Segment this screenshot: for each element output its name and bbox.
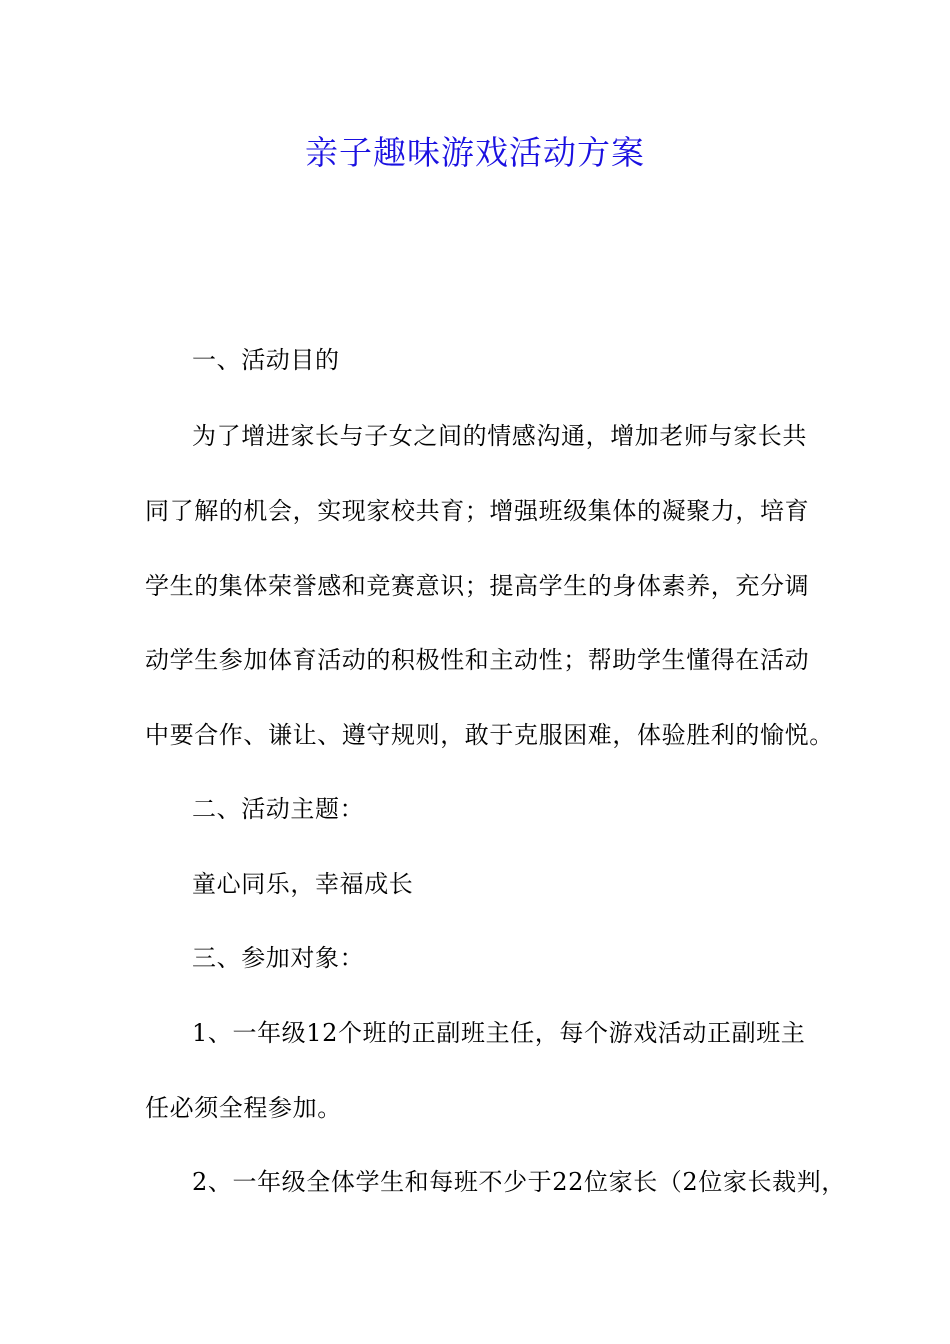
- section-heading-participants: 三、参加对象：: [192, 944, 365, 972]
- paragraph-line: 任必须全程参加。: [145, 1094, 342, 1122]
- paragraph-line: 动学生参加体育活动的积极性和主动性；帮助学生懂得在活动: [145, 646, 810, 674]
- paragraph-line: 1、一年级12个班的正副班主任，每个游戏活动正副班主: [192, 1019, 806, 1047]
- section-heading-theme: 二、活动主题：: [192, 795, 365, 823]
- paragraph-line: 学生的集体荣誉感和竞赛意识；提高学生的身体素养，充分调: [145, 572, 810, 600]
- paragraph-line: 同了解的机会，实现家校共育；增强班级集体的凝聚力，培育: [145, 497, 810, 525]
- document-title: 亲子趣味游戏活动方案: [305, 133, 645, 172]
- paragraph-line: 中要合作、谦让、遵守规则，敢于克服困难，体验胜利的愉悦。: [145, 721, 834, 749]
- paragraph-line: 为了增进家长与子女之间的情感沟通，增加老师与家长共: [192, 422, 807, 450]
- paragraph-line: 2、一年级全体学生和每班不少于22位家长（2位家长裁判，: [192, 1168, 846, 1196]
- section-heading-purpose: 一、活动目的: [192, 346, 340, 374]
- paragraph-line: 童心同乐，幸福成长: [192, 870, 414, 898]
